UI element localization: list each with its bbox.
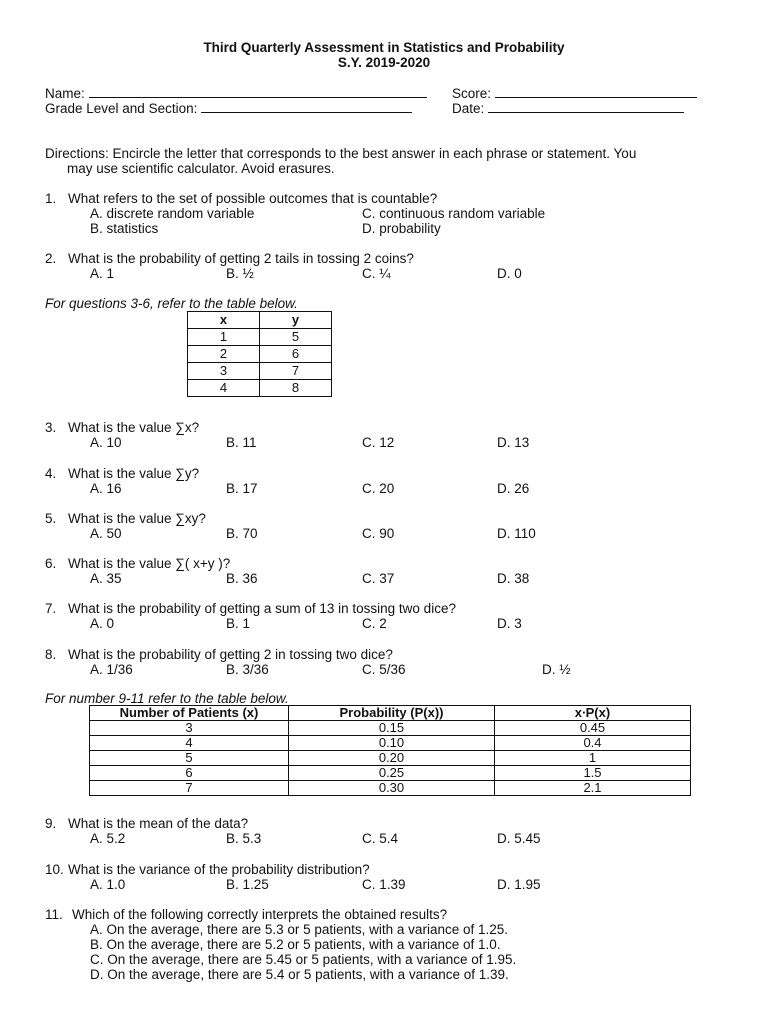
question-text: What is the value ∑xy? (68, 511, 206, 526)
choice-a[interactable]: A. 5.2 (90, 831, 126, 846)
cell-y: 8 (260, 380, 332, 397)
cell-probability: 0.25 (289, 766, 495, 781)
grade-blank[interactable] (201, 100, 412, 113)
choice-a[interactable]: A. 35 (90, 571, 122, 586)
question-number: 3. (45, 420, 57, 435)
choice-c[interactable]: C. 5.4 (362, 831, 399, 846)
choice-a[interactable]: A. 0 (90, 616, 115, 631)
score-blank[interactable] (495, 85, 697, 98)
choice-d[interactable]: D. On the average, there are 5.4 or 5 patients, with a variance of 1.39. (90, 967, 509, 982)
question-text: What is the variance of the probability distribution? (68, 862, 370, 877)
choice-a[interactable]: A. 1 (90, 266, 115, 281)
question-number: 10. (45, 862, 64, 877)
table-row (90, 736, 691, 751)
choice-c[interactable]: C. 2 (362, 616, 387, 631)
table-row (188, 346, 332, 363)
choice-a[interactable]: A. 16 (90, 481, 122, 496)
choice-c[interactable]: C. 90 (362, 526, 395, 541)
choice-a[interactable]: A. 1.0 (90, 877, 126, 892)
cell-probability: 0.20 (289, 751, 495, 766)
choice-d[interactable]: D. probability (362, 221, 441, 236)
question-text: What is the mean of the data? (68, 816, 249, 831)
choice-b[interactable]: B. 3/36 (226, 662, 269, 677)
question-number: 5. (45, 511, 57, 526)
directions-line-2: may use scientific calculator. Avoid erasures. (67, 161, 335, 176)
choice-c[interactable]: C. 12 (362, 435, 395, 450)
choice-b[interactable]: B. 17 (226, 481, 258, 496)
cell-y: 6 (260, 346, 332, 363)
choice-c[interactable]: C. On the average, there are 5.45 or 5 patients, with a variance of 1.95. (90, 952, 517, 967)
choice-d[interactable]: D. 26 (497, 481, 530, 496)
name-field[interactable] (45, 85, 427, 101)
question-text: What is the probability of getting 2 in tossing two dice? (68, 647, 393, 662)
cell-patients: 3 (90, 721, 289, 736)
question-number: 4. (45, 466, 57, 481)
table-row (90, 751, 691, 766)
cell-patients: 5 (90, 751, 289, 766)
cell-x: 4 (188, 380, 260, 397)
probability-table (89, 705, 691, 796)
question-number: 7. (45, 601, 57, 616)
table-row (90, 766, 691, 781)
choice-a[interactable]: A. On the average, there are 5.3 or 5 patients, with a variance of 1.25. (90, 922, 508, 937)
cell-patients: 7 (90, 781, 289, 796)
score-field[interactable] (452, 85, 697, 101)
choice-c[interactable]: C. 5/36 (362, 662, 406, 677)
question-number: 11. (45, 907, 63, 922)
name-label: Name: (45, 86, 85, 101)
choice-a[interactable]: A. discrete random variable (90, 206, 255, 221)
question-text: What is the probability of getting a sum of 13 in tossing two dice? (68, 601, 456, 616)
table-row (90, 721, 691, 736)
question-text: Which of the following correctly interprets the obtained results? (72, 907, 448, 922)
date-blank[interactable] (488, 100, 684, 113)
question-number: 9. (45, 816, 57, 831)
table-row (90, 781, 691, 796)
choice-d[interactable]: D. ½ (542, 662, 571, 677)
cell-x: 2 (188, 346, 260, 363)
header-xpx: x∙P(x) (495, 706, 691, 721)
header-probability: Probability (P(x)) (289, 706, 495, 721)
choice-b[interactable]: B. 1.25 (226, 877, 269, 892)
question-text: What is the value ∑x? (68, 420, 200, 435)
choice-c[interactable]: C. 37 (362, 571, 395, 586)
choice-b[interactable]: B. On the average, there are 5.2 or 5 patients, with a variance of 1.0. (90, 937, 501, 952)
cell-x: 3 (188, 363, 260, 380)
table-row (188, 380, 332, 397)
table-header-row (90, 706, 691, 721)
choice-d[interactable]: D. 3 (497, 616, 522, 631)
choice-a[interactable]: A. 10 (90, 435, 122, 450)
cell-probability: 0.10 (289, 736, 495, 751)
header-patients: Number of Patients (x) (90, 706, 289, 721)
choice-b[interactable]: B. statistics (90, 221, 159, 236)
choice-b[interactable]: B. 1 (226, 616, 251, 631)
date-field[interactable] (452, 100, 684, 116)
table-row (188, 329, 332, 346)
score-label: Score: (452, 86, 492, 101)
directions-line-1: Directions: Encircle the letter that corresponds to the best answer in each phrase or statement. You (45, 146, 637, 161)
choice-a[interactable]: A. 1/36 (90, 662, 133, 677)
grade-field[interactable] (45, 100, 412, 116)
table-header-row (188, 312, 332, 329)
choice-d[interactable]: D. 38 (497, 571, 530, 586)
cell-xpx: 1 (495, 751, 691, 766)
cell-patients: 6 (90, 766, 289, 781)
question-number: 2. (45, 251, 57, 266)
date-label: Date: (452, 101, 485, 116)
choice-b[interactable]: B. 11 (226, 435, 257, 450)
cell-probability: 0.30 (289, 781, 495, 796)
cell-xpx: 2.1 (495, 781, 691, 796)
choice-c[interactable]: C. continuous random variable (362, 206, 546, 221)
question-number: 1. (45, 191, 57, 206)
choice-d[interactable]: D. 13 (497, 435, 530, 450)
cell-patients: 4 (90, 736, 289, 751)
choice-d[interactable]: D. 5.45 (497, 831, 541, 846)
grade-label: Grade Level and Section: (45, 101, 198, 116)
choice-b[interactable]: B. 36 (226, 571, 258, 586)
cell-y: 5 (260, 329, 332, 346)
cell-probability: 0.15 (289, 721, 495, 736)
page-title: Third Quarterly Assessment in Statistics and Probability (203, 40, 565, 55)
choice-b[interactable]: B. ½ (226, 266, 254, 281)
cell-xpx: 1.5 (495, 766, 691, 781)
xy-table (187, 311, 332, 397)
question-text: What is the value ∑y? (68, 466, 200, 481)
question-text: What is the value ∑( x+y )? (68, 556, 231, 571)
question-text: What is the probability of getting 2 tails in tossing 2 coins? (68, 251, 414, 266)
header-x: x (188, 312, 260, 329)
question-number: 6. (45, 556, 57, 571)
choice-c[interactable]: C. 20 (362, 481, 395, 496)
choice-b[interactable]: B. 70 (226, 526, 258, 541)
choice-d[interactable]: D. 110 (497, 526, 536, 541)
choice-c[interactable]: C. 1.39 (362, 877, 406, 892)
cell-y: 7 (260, 363, 332, 380)
question-number: 8. (45, 647, 57, 662)
question-text: What refers to the set of possible outcomes that is countable? (68, 191, 438, 206)
cell-xpx: 0.4 (495, 736, 691, 751)
table-row (188, 363, 332, 380)
cell-xpx: 0.45 (495, 721, 691, 736)
choice-d[interactable]: D. 1.95 (497, 877, 541, 892)
header-y: y (260, 312, 332, 329)
name-blank[interactable] (89, 85, 427, 98)
cell-x: 1 (188, 329, 260, 346)
choice-a[interactable]: A. 50 (90, 526, 122, 541)
table1-intro: For questions 3-6, refer to the table below. (45, 296, 298, 311)
choice-b[interactable]: B. 5.3 (226, 831, 262, 846)
choice-c[interactable]: C. ¼ (362, 266, 391, 281)
choice-d[interactable]: D. 0 (497, 266, 522, 281)
school-year: S.Y. 2019-2020 (337, 55, 431, 70)
table2-intro: For number 9-11 refer to the table below. (45, 691, 289, 706)
